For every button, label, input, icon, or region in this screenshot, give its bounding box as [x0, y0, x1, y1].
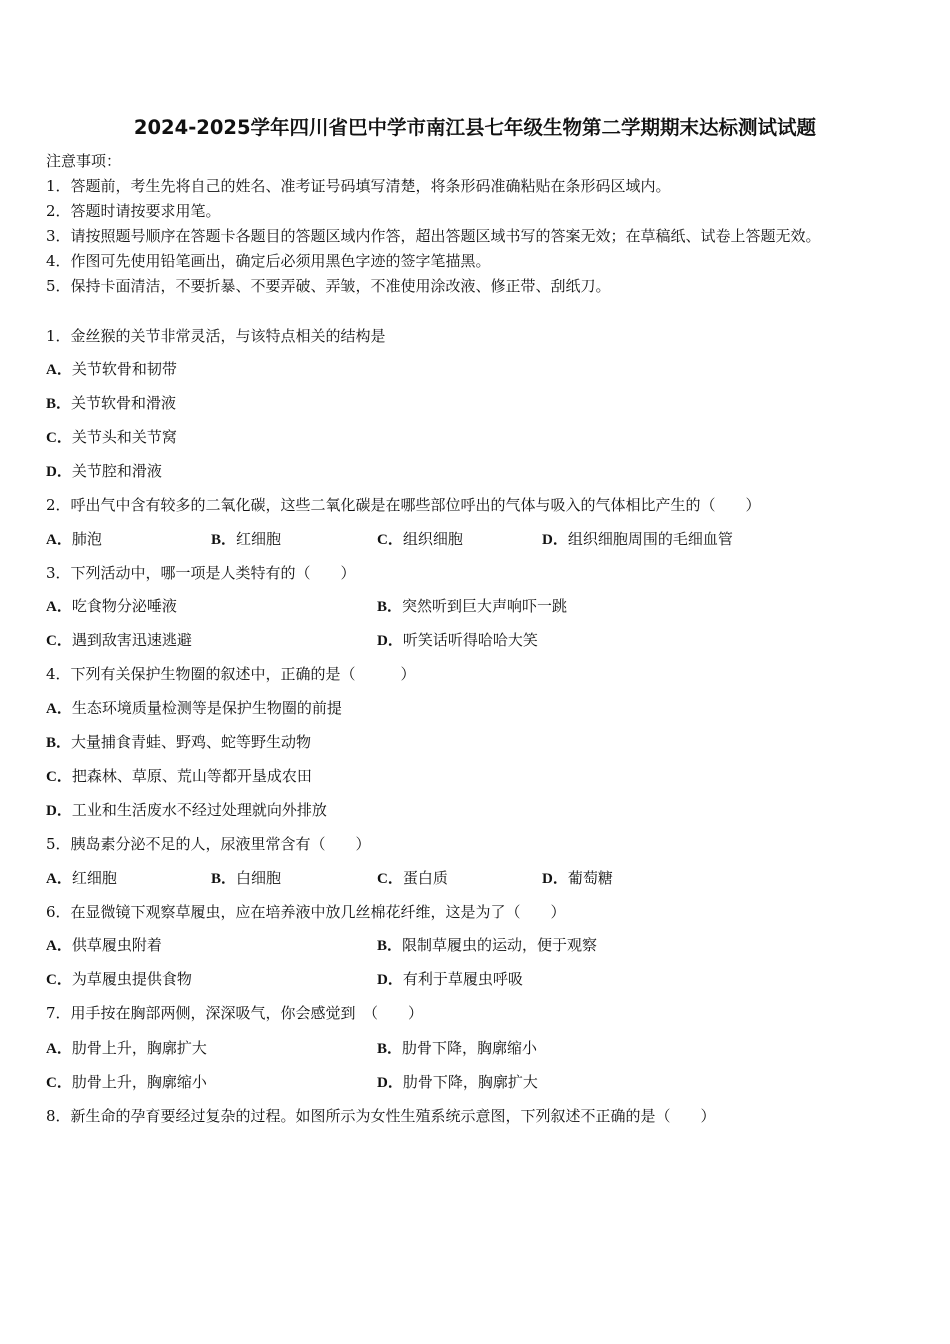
question-1-option-a[interactable]: A．关节软骨和韧带 [46, 360, 177, 378]
question-1-option-b[interactable]: B．关节软骨和滑液 [46, 394, 177, 412]
notice-item: 4．作图可先使用铅笔画出，确定后必须用黑色字迹的签字笔描黑。 [46, 252, 491, 270]
question-6-option-b[interactable]: B．限制草履虫的运动，便于观察 [377, 936, 598, 954]
question-5-stem: 5．胰岛素分泌不足的人，尿液里常含有（ ） [46, 835, 371, 853]
notice-item: 1．答题前，考生先将自己的姓名、准考证号码填写清楚，将条形码准确粘贴在条形码区域内。 [46, 177, 671, 195]
question-5-option-a[interactable]: A．红细胞 [46, 869, 117, 887]
question-7-option-d[interactable]: D．肋骨下降，胸廓扩大 [377, 1073, 538, 1091]
question-5-option-c[interactable]: C．蛋白质 [377, 869, 448, 887]
question-3-stem: 3．下列活动中，哪一项是人类特有的（ ） [46, 564, 356, 582]
question-2-option-d[interactable]: D．组织细胞周围的毛细血管 [542, 530, 733, 548]
question-6-option-c[interactable]: C．为草履虫提供食物 [46, 970, 192, 988]
notice-item: 3．请按照题号顺序在答题卡各题目的答题区域内作答，超出答题区域书写的答案无效；在草稿纸、试卷上答题无效。 [46, 227, 821, 245]
question-4-option-a[interactable]: A．生态环境质量检测等是保护生物圈的前提 [46, 699, 342, 717]
question-7-option-b[interactable]: B．肋骨下降，胸廓缩小 [377, 1039, 538, 1057]
question-3-option-c[interactable]: C．遇到敌害迅速逃避 [46, 631, 192, 649]
question-4-stem: 4．下列有关保护生物圈的叙述中，正确的是（ ） [46, 665, 416, 683]
question-4-option-d[interactable]: D．工业和生活废水不经过处理就向外排放 [46, 801, 327, 819]
question-5-option-d[interactable]: D．葡萄糖 [542, 869, 613, 887]
notice-heading: 注意事项： [46, 152, 122, 170]
question-4-option-b[interactable]: B．大量捕食青蛙、野鸡、蛇等野生动物 [46, 733, 312, 751]
notice-item: 2．答题时请按要求用笔。 [46, 202, 221, 220]
question-1-stem: 1．金丝猴的关节非常灵活，与该特点相关的结构是 [46, 327, 386, 345]
question-7-option-c[interactable]: C．肋骨上升，胸廓缩小 [46, 1073, 207, 1091]
question-6-option-d[interactable]: D．有利于草履虫呼吸 [377, 970, 523, 988]
question-7-option-a[interactable]: A．肋骨上升，胸廓扩大 [46, 1039, 207, 1057]
question-1-option-c[interactable]: C．关节头和关节窝 [46, 428, 177, 446]
question-2-option-b[interactable]: B．红细胞 [211, 530, 282, 548]
question-5-option-b[interactable]: B．白细胞 [211, 869, 282, 887]
question-6-option-a[interactable]: A．供草履虫附着 [46, 936, 162, 954]
question-8-stem: 8．新生命的孕育要经过复杂的过程。如图所示为女性生殖系统示意图，下列叙述不正确的是（ ） [46, 1107, 716, 1125]
question-2-stem: 2．呼出气中含有较多的二氧化碳，这些二氧化碳是在哪些部位呼出的气体与吸入的气体相比产生的（ ） [46, 496, 761, 514]
question-7-stem: 7．用手按在胸部两侧，深深吸气，你会感觉到 （ ） [46, 1004, 424, 1022]
question-3-option-b[interactable]: B．突然听到巨大声响吓一跳 [377, 597, 568, 615]
question-2-option-a[interactable]: A．肺泡 [46, 530, 102, 548]
question-4-option-c[interactable]: C．把森林、草原、荒山等都开垦成农田 [46, 767, 312, 785]
question-1-option-d[interactable]: D．关节腔和滑液 [46, 462, 162, 480]
notice-item: 5．保持卡面清洁，不要折暴、不要弄破、弄皱，不准使用涂改液、修正带、刮纸刀。 [46, 277, 611, 295]
question-2-option-c[interactable]: C．组织细胞 [377, 530, 463, 548]
question-3-option-d[interactable]: D．听笑话听得哈哈大笑 [377, 631, 538, 649]
question-6-stem: 6．在显微镜下观察草履虫，应在培养液中放几丝棉花纤维，这是为了（ ） [46, 903, 566, 921]
page-title: 2024-2025学年四川省巴中学市南江县七年级生物第二学期期末达标测试试题 [133, 116, 817, 139]
question-3-option-a[interactable]: A．吃食物分泌唾液 [46, 597, 177, 615]
